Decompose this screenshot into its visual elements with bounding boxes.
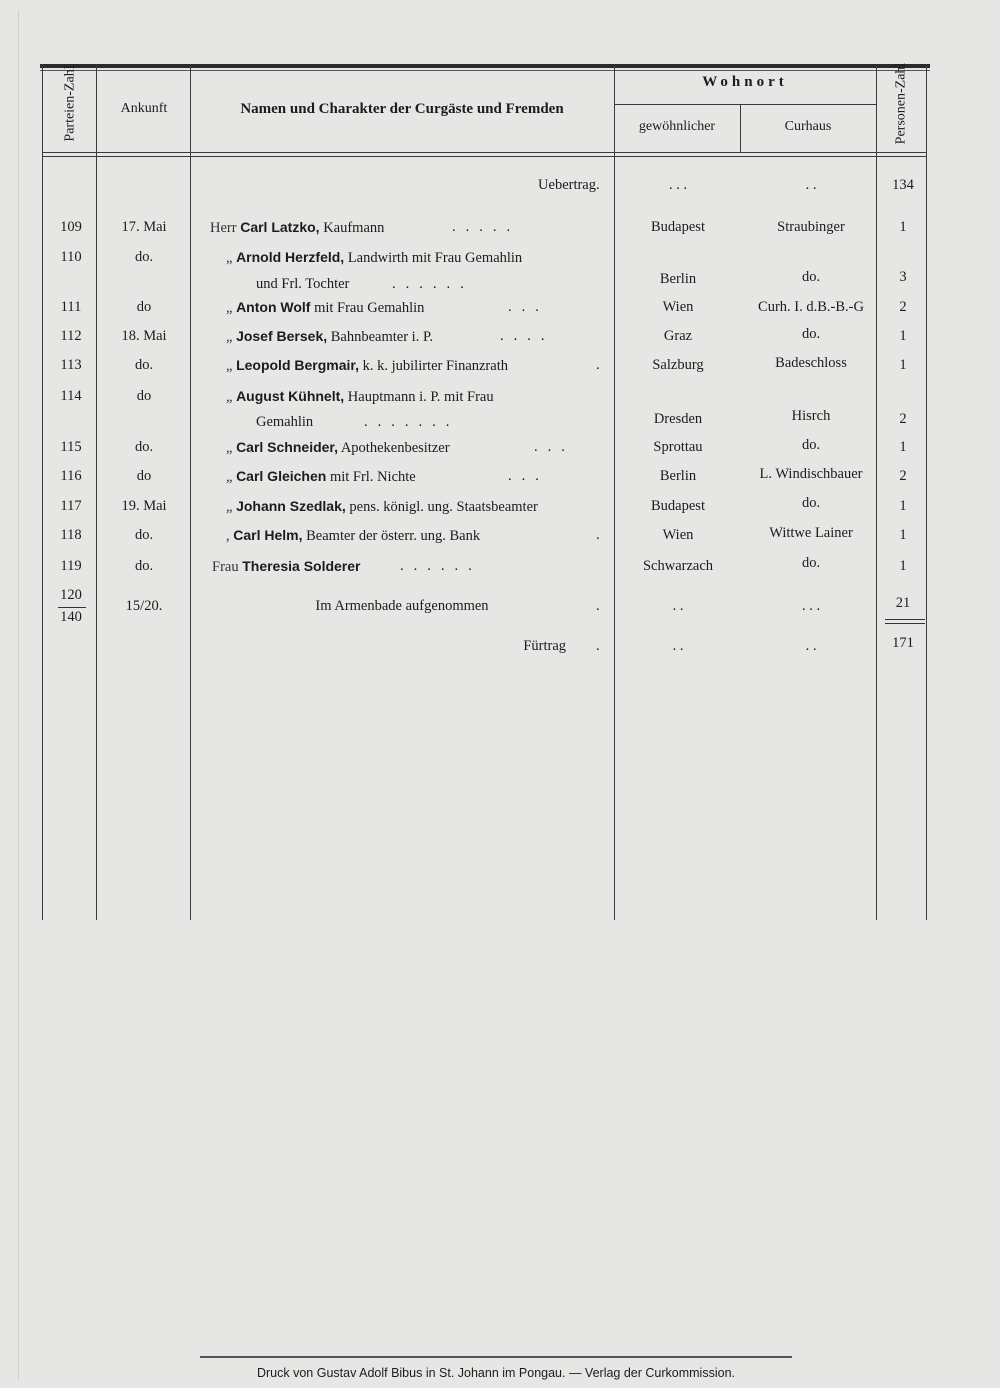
row-dots: .......: [364, 414, 460, 430]
row-desc: Landwirth mit Frau Gemahlin: [344, 250, 523, 266]
row-dots: ...: [534, 439, 575, 455]
row-persons: 2: [899, 468, 907, 484]
row-persons: 1: [899, 527, 907, 543]
sum-rule-2: [885, 623, 925, 624]
uebertrag-cur: . .: [805, 177, 817, 193]
row-dots: .: [596, 357, 610, 373]
row-desc: mit Frau Gemahlin: [310, 300, 425, 316]
col-line-left: [42, 64, 43, 920]
row-ankunft: do.: [134, 357, 154, 373]
row-num: 118: [60, 527, 82, 543]
row-guest-name: Carl Schneider,: [236, 439, 338, 455]
row-name-line: [226, 327, 644, 346]
row-dots: .....: [452, 219, 521, 235]
row-guest-name: Theresia Solderer: [242, 558, 361, 574]
armenbad-persons: 21: [895, 595, 911, 611]
row-desc: Hauptmann i. P. mit Frau: [344, 389, 494, 405]
row-cur: Straubinger: [777, 219, 845, 235]
top-rule: [40, 64, 930, 68]
row-dots: ...: [508, 299, 549, 315]
top-rule-thin: [40, 70, 930, 71]
row-persons: 2: [899, 299, 907, 315]
row-guest-name: August Kühnelt,: [236, 388, 345, 404]
row-ankunft: do: [136, 299, 152, 315]
row-ankunft: 17. Mai: [121, 219, 167, 235]
row-gew: Berlin: [659, 271, 697, 287]
row-title: „: [226, 300, 233, 316]
row-gew: Budapest: [651, 498, 705, 514]
row-desc-cont: und Frl. Tochter: [256, 276, 350, 292]
row-num: 119: [60, 558, 82, 574]
row-name-line: [226, 497, 644, 516]
row-title: „: [226, 250, 233, 266]
row-title: „: [226, 389, 233, 405]
row-dots: .: [596, 527, 610, 543]
row-name-line: [226, 356, 644, 375]
row-desc: Beamter der österr. ung. Bank: [302, 528, 481, 544]
row-title: „: [226, 440, 233, 456]
row-ankunft: do: [136, 468, 152, 484]
row-desc: k. k. jubilirter Finanzrath: [358, 358, 508, 374]
row-guest-name: Josef Bersek,: [236, 328, 328, 344]
header-curhaus: Curhaus: [784, 119, 832, 134]
fuertrag-label: Fürtrag: [523, 638, 566, 654]
row-guest-name: Carl Helm,: [233, 527, 303, 543]
row-persons: 1: [899, 328, 907, 344]
row-cur: do.: [801, 326, 821, 342]
footer-imprint: Druck von Gustav Adolf Bibus in St. Johann im Pongau. — Verlag der Curkommission.: [256, 1366, 735, 1380]
row-ankunft: do.: [134, 558, 154, 574]
row-dots: ......: [392, 276, 474, 292]
row-cur: Badeschloss: [775, 355, 847, 371]
row-num: 114: [60, 388, 82, 404]
row-ankunft: do.: [134, 527, 154, 543]
row-ankunft: 18. Mai: [121, 328, 167, 344]
row-cur: Hisrch: [791, 408, 831, 424]
armenbad-ankunft: 15/20.: [125, 598, 163, 614]
uebertrag-label: Uebertrag: [538, 177, 596, 193]
row-ankunft: do: [136, 388, 152, 404]
row-cur: do.: [801, 495, 821, 511]
col-line-3: [614, 64, 615, 920]
header-ankunft: Ankunft: [120, 101, 168, 116]
row-persons: 1: [899, 357, 907, 373]
row-desc-cont: Gemahlin: [256, 414, 314, 430]
footer-rule: [200, 1356, 792, 1358]
wohnort-rule: [614, 104, 876, 105]
row-gew: Salzburg: [652, 357, 704, 373]
row-gew: Graz: [663, 328, 693, 344]
row-name-line: [226, 526, 644, 545]
row-guest-name: Johann Szedlak,: [236, 498, 346, 514]
row-title: ,: [226, 528, 230, 544]
row-name-line: [226, 467, 644, 486]
row-cur: do.: [801, 555, 821, 571]
row-cur: Curh. I. d.B.-B.-G: [758, 299, 864, 315]
header-bottom-rule: [42, 152, 926, 153]
row-gew: Wien: [662, 527, 694, 543]
row-num: 112: [60, 328, 82, 344]
col-line-2: [190, 64, 191, 920]
row-persons: 1: [899, 219, 907, 235]
row-name-line: [226, 438, 644, 457]
row-guest-name: Carl Latzko,: [240, 219, 320, 235]
row-gew: Schwarzach: [642, 558, 714, 574]
row-guest-name: Arnold Herzfeld,: [236, 249, 345, 265]
row-desc: Kaufmann: [319, 220, 385, 236]
row-num: 115: [60, 439, 82, 455]
page-edge: [18, 10, 19, 1380]
armenbad-cur: . . .: [801, 598, 821, 614]
row-name-line: [210, 218, 628, 237]
uebertrag-gew: . . .: [668, 177, 688, 193]
row-guest-name: Leopold Bergmair,: [236, 357, 359, 373]
row-cur: do.: [801, 437, 821, 453]
fuertrag-gew: . .: [672, 638, 684, 654]
row-desc: mit Frl. Nichte: [326, 469, 416, 485]
row-num: 110: [60, 249, 82, 265]
row-name-line: [226, 298, 644, 317]
uebertrag-dot: .: [596, 177, 600, 193]
header-personen-zahl: Personen-Zahl: [893, 62, 909, 145]
row-title: „: [226, 499, 233, 515]
row-ankunft: do.: [134, 249, 154, 265]
row-desc: Bahnbeamter i. P.: [327, 329, 434, 345]
row-persons: 1: [899, 439, 907, 455]
row-name-line: [226, 387, 644, 406]
armenbad-gew: . .: [672, 598, 684, 614]
header-parteien-zahl: Parteien-Zahl: [62, 65, 78, 142]
header-bottom-rule-2: [42, 156, 926, 157]
row-title: „: [226, 469, 233, 485]
row-gew: Dresden: [653, 411, 703, 427]
col-line-right: [926, 64, 927, 920]
row-persons: 3: [899, 269, 907, 285]
row-gew: Berlin: [659, 468, 697, 484]
row-title: Herr: [210, 220, 237, 236]
row-gew: Sprottau: [653, 439, 703, 455]
row-persons: 2: [899, 411, 907, 427]
row-guest-name: Carl Gleichen: [236, 468, 327, 484]
row-num: 113: [60, 357, 82, 373]
row-gew: Budapest: [651, 219, 705, 235]
row-desc: pens. königl. ung. Staatsbeamter: [345, 499, 538, 515]
fuertrag-dots: .: [596, 638, 600, 654]
row-persons: 1: [899, 558, 907, 574]
row-num: 109: [60, 219, 82, 235]
row-num: 117: [60, 498, 82, 514]
header-gewoehnlicher: gewöhnlicher: [638, 119, 716, 134]
fuertrag-cur: . .: [805, 638, 817, 654]
row-name-line: [226, 248, 644, 267]
uebertrag-persons: 134: [892, 177, 914, 193]
row-title: „: [226, 329, 233, 345]
row-title: Frau: [212, 559, 239, 575]
row-desc: Apothekenbesitzer: [338, 440, 450, 456]
armenbad-num-bottom: 140: [60, 609, 82, 625]
row-dots: ......: [400, 558, 482, 574]
row-dots: ...: [508, 468, 549, 484]
row-title: „: [226, 358, 233, 374]
row-dots: ....: [500, 328, 555, 344]
row-cur: do.: [801, 269, 821, 285]
row-num: 111: [60, 299, 82, 315]
row-num: 116: [60, 468, 82, 484]
row-ankunft: 19. Mai: [121, 498, 167, 514]
header-wohnort: Wohnort: [702, 74, 788, 90]
fuertrag-persons: 171: [892, 635, 914, 651]
armenbad-label: Im Armenbade aufgenommen: [315, 598, 489, 614]
armenbad-num-top: 120: [60, 587, 82, 603]
row-cur: Wittwe Lainer: [769, 525, 853, 541]
row-ankunft: do.: [134, 439, 154, 455]
sum-rule-1: [885, 619, 925, 620]
header-namen: Namen und Charakter der Curgäste und Fremden: [240, 101, 564, 117]
row-gew: Wien: [662, 299, 694, 315]
row-persons: 1: [899, 498, 907, 514]
row-cur: L. Windischbauer: [759, 466, 863, 482]
col-line-1: [96, 64, 97, 920]
armenbad-dots: .: [596, 598, 600, 614]
row-guest-name: Anton Wolf: [236, 299, 311, 315]
